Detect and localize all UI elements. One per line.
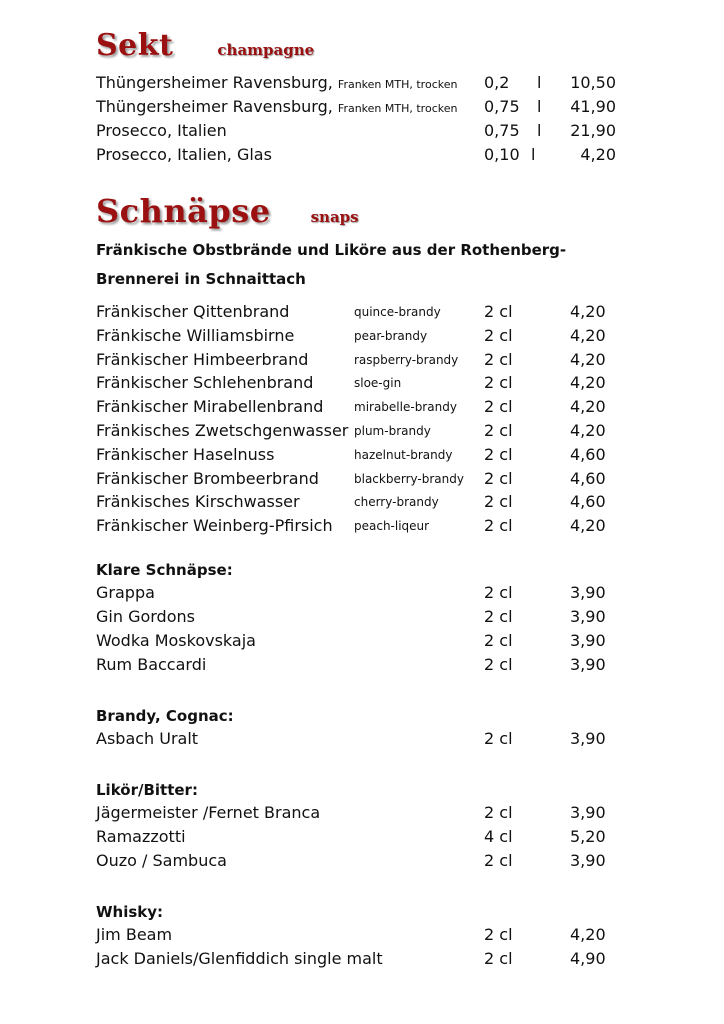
sekt-item [0,71,724,95]
item-unit: l [531,145,536,164]
item-volume: 2 cl [484,325,513,345]
schnaepse-intro: Fränkische Obstbrände und Liköre aus der Rothenberg-Brennerei in Schnaittach [96,241,567,288]
item-volume: 2 cl [484,631,513,650]
list-item [0,348,724,372]
item-volume: 2 cl [484,444,513,464]
item-name: Fränkischer Brombeerbrand [96,468,319,488]
section-title: Likör/Bitter: [96,781,198,799]
section-title: Klare Schnäpse: [96,561,233,579]
item-price: 4,90 [570,949,606,968]
item-name: Asbach Uralt [96,729,199,748]
item-price: 41,90 [570,97,616,116]
list-item [0,947,724,971]
item-name: Fränkischer Haselnuss [96,444,275,464]
list-item [0,490,724,514]
list-item [0,605,724,629]
sekt-item [0,95,724,119]
item-price: 4,20 [570,325,606,345]
list-item [0,300,724,324]
item-name: Fränkischer Himbeerbrand [96,349,309,369]
item-price: 3,90 [570,729,606,748]
item-volume: 2 cl [484,468,513,488]
list-item [0,467,724,491]
item-unit: l [537,97,542,116]
list-item [0,825,724,849]
item-price: 3,90 [570,851,606,870]
item-name: Rum Baccardi [96,655,207,674]
item-name: Jack Daniels/Glenfiddich single malt [96,949,383,968]
item-name: Grappa [96,583,155,602]
item-english-name: blackberry-brandy [354,471,464,486]
item-name: Ramazzotti [96,827,186,846]
sekt-heading [96,28,314,63]
item-volume: 2 cl [484,851,513,870]
item-price: 4,20 [580,145,616,164]
item-name: Prosecco, Italien, Glas [96,145,272,164]
item-volume: 2 cl [484,583,513,602]
item-name: Fränkischer Qittenbrand [96,302,290,321]
item-price: 4,20 [570,925,606,944]
list-item [0,419,724,443]
item-price: 4,60 [570,468,606,488]
list-item [0,371,724,395]
item-price: 10,50 [570,73,616,92]
item-english-name: pear-brandy [354,328,428,343]
item-name: Jim Beam [96,925,173,944]
schnaepse-title: Schnäpse [96,192,271,230]
item-volume: 2 cl [484,421,513,440]
item-price: 4,60 [570,444,606,464]
item-volume: 4 cl [484,827,513,846]
list-item [0,443,724,467]
item-name: Wodka Moskovskaja [96,631,256,650]
item-price: 3,90 [570,583,606,602]
sekt-subtitle: champagne [217,41,315,59]
item-volume: 0,75 [484,121,520,140]
item-price: 3,90 [570,631,606,650]
item-name: Thüngersheimer Ravensburg, Franken MTH, trocken [96,73,458,92]
list-item [0,849,724,873]
list-item [0,324,724,348]
item-volume: 2 cl [484,729,513,748]
item-price: 5,20 [570,827,606,846]
item-name: Fränkische Williamsbirne [96,325,295,345]
list-item [0,581,724,605]
item-name: Fränkischer Schlehenbrand [96,373,314,393]
item-english-name: hazelnut-brandy [354,447,453,462]
sekt-title: Sekt [96,28,174,63]
item-volume: 2 cl [484,803,513,822]
item-english-name: peach-liqeur [354,519,430,534]
item-name: Fränkischer Mirabellenbrand [96,397,324,417]
item-name: Fränkischer Weinberg-Pfirsich [96,516,333,536]
list-item [0,923,724,947]
item-name: Jägermeister /Fernet Branca [96,803,321,822]
schnaepse-heading [96,192,359,230]
item-volume: 2 cl [484,397,513,417]
item-price: 4,20 [570,373,606,393]
item-volume: 2 cl [484,302,513,321]
item-unit: l [537,73,542,92]
item-volume: 2 cl [484,349,513,369]
item-price: 3,90 [570,803,606,822]
item-name: Fränkisches Kirschwasser [96,492,300,512]
item-price: 4,20 [570,397,606,417]
list-item [0,514,724,538]
item-english-name: plum-brandy [354,424,431,438]
section-title: Brandy, Cognac: [96,707,234,725]
item-price: 3,90 [570,655,606,674]
list-item [0,629,724,653]
section-title: Whisky: [96,903,164,921]
item-price: 3,90 [570,607,606,626]
list-item [0,395,724,419]
item-price: 4,60 [570,492,606,512]
schnaepse-subtitle: snaps [310,208,359,226]
item-volume: 0,75 [484,97,520,116]
item-name: Fränkisches Zwetschgenwasser [96,421,349,440]
item-english-name: cherry-brandy [354,495,439,510]
item-price: 4,20 [570,302,606,321]
item-english-name: mirabelle-brandy [354,400,457,415]
item-volume: 2 cl [484,607,513,626]
item-volume: 2 cl [484,516,513,536]
item-english-name: quince-brandy [354,305,441,319]
item-volume: 2 cl [484,373,513,393]
item-unit: l [537,121,542,140]
item-volume: 2 cl [484,949,513,968]
item-price: 4,20 [570,516,606,536]
sekt-item [0,119,724,143]
item-volume: 2 cl [484,655,513,674]
item-volume: 2 cl [484,492,513,512]
item-name: Prosecco, Italien [96,121,227,140]
item-volume: 0,2 [484,73,510,92]
item-price: 21,90 [570,121,616,140]
sekt-item [0,143,724,167]
item-english-name: raspberry-brandy [354,352,459,367]
item-name: Thüngersheimer Ravensburg, Franken MTH, trocken [96,97,458,116]
item-english-name: sloe-gin [354,376,402,391]
list-item [0,653,724,677]
item-price: 4,20 [570,349,606,369]
item-name: Gin Gordons [96,607,195,626]
item-volume: 0,10 [484,145,520,164]
item-volume: 2 cl [484,925,513,944]
item-name: Ouzo / Sambuca [96,851,227,870]
list-item [0,727,724,751]
item-price: 4,20 [570,421,606,440]
list-item [0,801,724,825]
